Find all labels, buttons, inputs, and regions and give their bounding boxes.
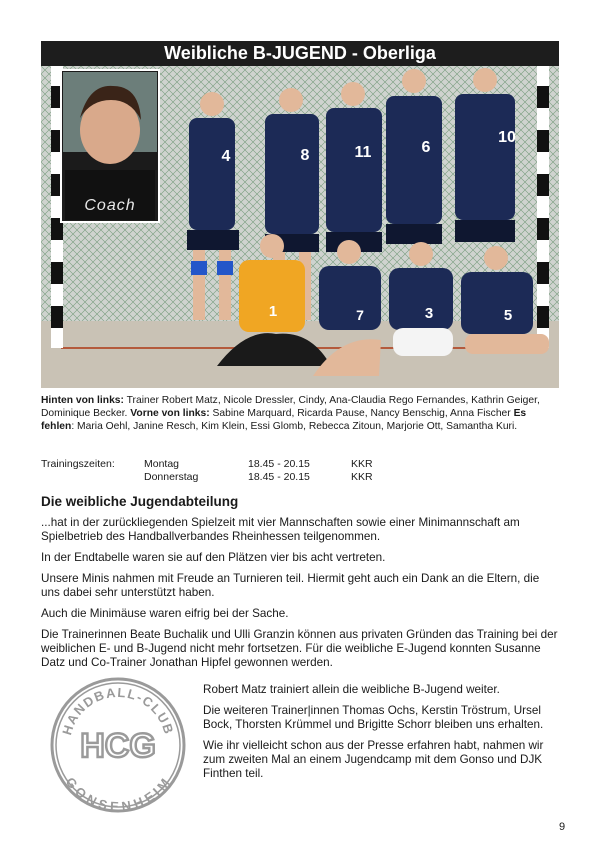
jersey-number: 6 [421,139,431,156]
training-label: Trainingszeiten: [41,458,115,470]
jersey-number: 7 [356,307,364,323]
training-place: KKR [351,458,373,470]
caption-back-text: Trainer Robert Matz, Nicole Dressler, Cindy, Ana-Claudia Rego Fernandes, Kathrin Geiger, Dominique Becker. [41,395,540,419]
coach-label: Coach [84,197,136,214]
page-number: 9 [559,821,566,833]
paragraph: Wie ihr vielleicht schon aus der Presse erfahren habt, nahmen wir zum zweiten Mal an einem Jugendcamp mit dem Gonso und DJK Finthen teil. [203,739,544,780]
side-column-text [203,683,563,788]
caption-front-label: Vorne von links: [130,407,210,419]
training-row [41,471,441,484]
caption-missing-text: : Maria Oehl, Janine Resch, Kim Klein, Essi Glomb, Rebecca Zitoun, Marjorie Ott, Samantha Kuri. [71,420,518,432]
training-day: Montag [144,458,180,470]
club-logo [48,675,188,815]
jersey-number: 10 [498,129,516,146]
paragraph: Unsere Minis nahmen mit Freude an Turnieren teil. Hiermit geht auch ein Dank an die Eltern, die uns dabei sehr unterstützt haben. [41,572,540,599]
paragraph: Robert Matz trainiert allein die weibliche B-Jugend weiter. [203,683,500,696]
paragraph: Die Trainerinnen Beate Buchalik und Ulli Granzin können aus privaten Gründen das Training bei der weiblichen E- und B-Jugend nicht mehr fortsetzen. Für die weibliche E-Jugend konnten Susanne Datz und Co-Trainer Jonathan Hipfel gewonnen werden. [41,628,558,669]
player-back-5 [455,68,516,242]
logo-top-text: HANDBALL-CLUB [59,684,177,737]
training-day: Donnerstag [144,470,199,483]
jersey-number: 3 [424,305,434,322]
jersey-number: 1 [268,303,278,320]
paragraph: In der Endtabelle waren sie auf den Plätzen vier bis acht vertreten. [41,551,386,564]
training-row [41,458,441,471]
caption-missing-label: Es fehlen [41,407,527,432]
training-time: 18.45 - 20.15 [248,458,310,470]
training-place: KKR [351,470,373,483]
photo-caption [41,395,559,433]
team-photo [41,66,559,388]
jersey-number: 11 [354,144,372,161]
coach-inset [61,70,159,222]
logo-monogram: HCG [80,727,156,765]
caption-back-label: Hinten von links: [41,395,124,406]
section-heading: Die weibliche Jugendabteilung [41,494,239,509]
page-title: Weibliche B-JUGEND - Oberliga [41,41,559,66]
article-body [41,516,561,677]
jersey-number: 8 [300,147,310,164]
logo-bottom-text: GONSENHEIM [62,774,174,815]
jersey-number: 5 [503,307,513,324]
training-time: 18.45 - 20.15 [248,470,310,483]
team-photo-image [41,66,559,388]
training-times [41,458,441,483]
paragraph: ...hat in der zurückliegenden Spielzeit mit vier Mannschaften sowie einer Minimannschaft am Spielbetrieb des Handballverbandes Rheinhessen teilgenommen. [41,516,520,543]
caption-front-text: Sabine Marquard, Ricarda Pause, Nancy Benschig, Anna Fischer [209,407,514,419]
paragraph: Die weiteren Trainer|innen Thomas Ochs, Kerstin Tröstrum, Ursel Bock, Thorsten Krümmel und Brigitte Schorr bleiben uns erhalten. [203,704,544,731]
jersey-number: 4 [221,148,231,165]
paragraph: Auch die Minimäuse waren eifrig bei der Sache. [41,607,289,620]
